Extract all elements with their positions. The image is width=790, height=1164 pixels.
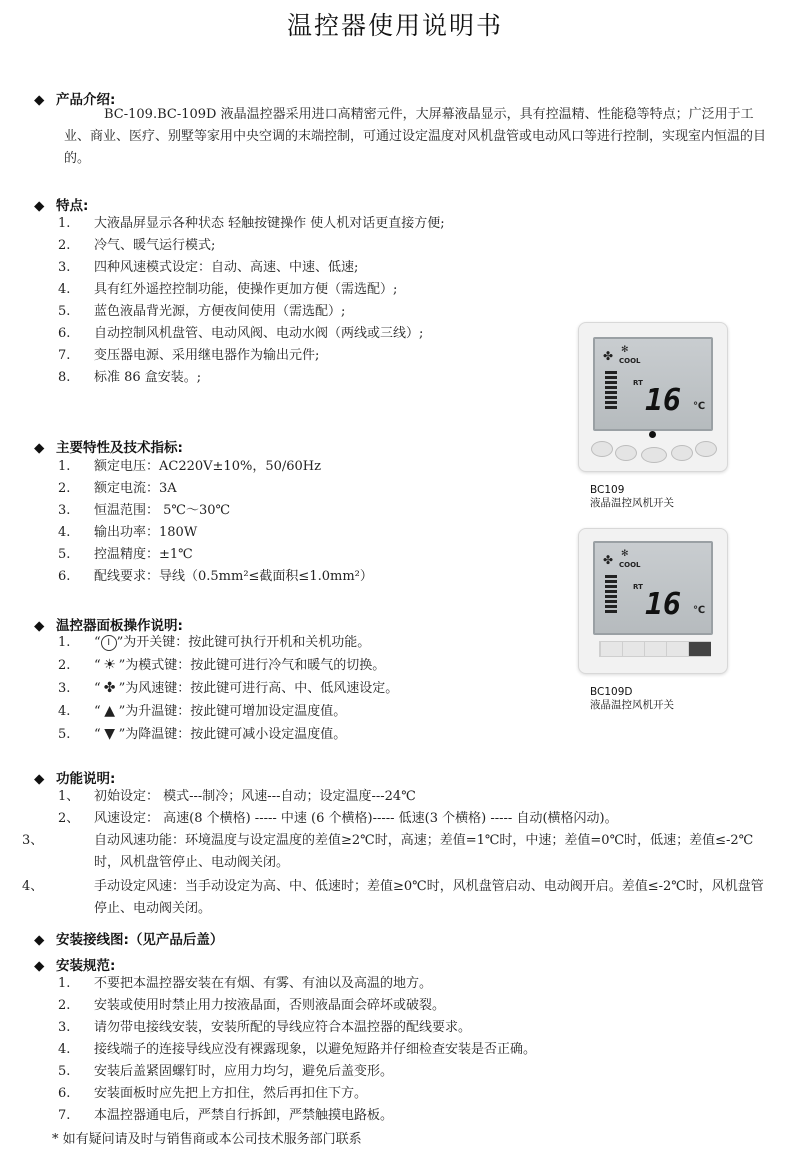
panel-button [644,642,667,656]
unit-label: ℃ [693,401,706,412]
ir-sensor [649,431,656,438]
rt-label: RT [633,583,643,591]
sun-icon: ☀ [103,657,116,673]
panel-button [622,642,645,656]
specs-list [58,456,373,588]
power-icon: I [101,635,117,651]
thermostat-image-bc109 [578,322,728,472]
mode-label: COOL [619,357,641,365]
diamond-bullet-icon: ◆ [34,771,45,787]
snowflake-icon: ✻ [621,549,629,559]
section-features-heading: ◆ 特点: [34,198,89,214]
panel-button [695,441,717,457]
list-item: 1. 额定电压：AC220V±10%，50/60Hz [58,459,321,474]
footnote: * 如有疑问请及时与销售商或本公司技术服务部门联系 [52,1132,362,1147]
list-item: 4. 具有红外遥控控制功能，使操作更加方便（需选配）; [58,282,398,297]
diamond-bullet-icon: ◆ [34,198,45,214]
list-item: 8. 标准 86 盒安装。; [58,370,202,385]
device-caption: BC109D 液晶温控风机开关 [590,686,674,711]
fan-icon: ✤ [603,349,614,363]
up-arrow-icon: ▲ [104,703,116,719]
list-item: 7. 变压器电源、采用继电器作为输出元件; [58,348,320,363]
list-item: 2. 冷气、暖气运行模式; [58,238,216,253]
section-panel-heading: ◆ 温控器面板操作说明: [34,618,183,634]
fan-speed-bars [605,573,617,615]
unit-label: ℃ [693,605,706,616]
section-wiring-heading: ◆ 安装接线图:（见产品后盖） [34,932,224,948]
list-item: 4. “ ▲ ”为升温键：按此键可增加设定温度值。 [58,700,398,723]
lcd-screen [593,337,713,431]
panel-button [641,447,667,463]
panel-button [666,642,689,656]
list-item: 1. 不要把本温控器安装在有烟、有雾、有油以及高温的地方。 [58,976,433,991]
list-item: 6. 自动控制风机盘管、电动风阀、电动水阀（两线或三线）; [58,326,424,341]
list-item: 6. 安装面板时应先把上方扣住，然后再扣住下方。 [58,1086,368,1101]
button-strip [599,641,711,657]
list-item: 3. 请勿带电接线安装，安装所配的导线应符合本温控器的配线要求。 [58,1020,472,1035]
list-item: 5. 控温精度：±1℃ [58,547,193,562]
thermostat-image-bc109d [578,528,728,674]
list-item: 1. “ I ”为开关键：按此键可执行开机和关机功能。 [58,635,371,650]
list-item: 2. 额定电流：3A [58,481,177,496]
list-item: 2. 安装或使用时禁止用力按液晶面，否则液晶面会碎坏或破裂。 [58,998,446,1013]
mode-label: COOL [619,561,641,569]
section-specs-heading: ◆ 主要特性及技术指标: [34,440,183,456]
list-item: 3. “ ✤ ”为风速键：按此键可进行高、中、低风速设定。 [58,677,398,700]
down-arrow-icon: ▼ [104,726,116,742]
page-title: 温控器使用说明书 [286,11,503,40]
rt-label: RT [633,379,643,387]
list-item: 6. 配线要求：导线（0.5mm²≤截面积≤1.0mm²） [58,569,373,584]
list-item: 4. 输出功率：180W [58,525,198,540]
list-item: 3. 四种风速模式设定：自动、高速、中速、低速; [58,260,359,275]
intro-paragraph: BC-109.BC-109D 液晶温控器采用进口高精密元件，大屏幕液晶显示，具有控温精、性能稳等特点；广泛用于工业、商业、医疗、别墅等家用中央空调的末端控制，可通过设定温度对风机盘管或电动风口等进行控制，实现室内恒温的目的。 [64,107,767,166]
list-item: 3. 恒温范围： 5℃～30℃ [58,503,231,518]
section-intro-heading: ◆ 产品介绍: [34,92,116,108]
list-item: 1. 大液晶屏显示各种状态 轻触按键操作 使人机对话更直接方便; [58,216,445,231]
list-item: 5. 蓝色液晶背光源，方便夜间使用（需选配）; [58,304,346,319]
snowflake-icon: ✻ [621,345,629,355]
panel-button [671,445,693,461]
list-item: 2、 风速设定： 高速(8 个横格) ----- 中速 (6 个横格)----- 低速(3 个横格) ----- 自动(横格闪动)。 [58,811,618,826]
diamond-bullet-icon: ◆ [34,618,45,634]
list-item: 3、 自动风速功能：环境温度与设定温度的差值≥2℃时，高速；差值=1℃时，中速；差值=0℃时，低速；差值≤-2℃时，风机盘管停止、电动阀关闭。 [22,833,754,870]
panel-list [58,632,398,746]
section-install-heading: ◆ 安装规范: [34,958,116,974]
device-caption: BC109 液晶温控风机开关 [590,484,674,509]
panel-button [591,441,613,457]
section-functions-heading: ◆ 功能说明: [34,771,116,787]
list-item: 1、 初始设定： 模式---制冷；风速---自动；设定温度---24℃ [58,789,416,804]
panel-button [600,642,623,656]
list-item: 4. 接线端子的连接导线应没有裸露现象，以避免短路并仔细检查安装是否正确。 [58,1042,537,1057]
diamond-bullet-icon: ◆ [34,958,45,974]
diamond-bullet-icon: ◆ [34,92,45,108]
install-list [58,973,536,1127]
diamond-bullet-icon: ◆ [34,440,45,456]
temperature-readout: 16 [645,383,682,418]
features-list [58,213,445,389]
list-item: 2. “ ☀ ”为模式键：按此键可进行冷气和暖气的切换。 [58,654,398,677]
list-item: 4、 手动设定风速：当手动设定为高、中、低速时；差值≥0℃时，风机盘管启动、电动阀开启。差值≤-2℃时，风机盘管停止、电动阀关闭。 [22,879,764,916]
panel-button [615,445,637,461]
temperature-readout: 16 [645,587,682,622]
list-item: 7. 本温控器通电后，严禁自行拆卸，严禁触摸电路板。 [58,1108,394,1123]
lcd-screen [593,541,713,635]
panel-button [688,642,711,656]
functions-list [22,786,770,920]
fan-icon: ✤ [103,680,116,696]
list-item: 5. 安装后盖紧固螺钉时，应用力均匀，避免后盖变形。 [58,1064,394,1079]
diamond-bullet-icon: ◆ [34,932,45,948]
fan-speed-bars [605,369,617,411]
fan-icon: ✤ [603,553,614,567]
list-item: 5. “ ▼ ”为降温键：按此键可减小设定温度值。 [58,723,398,746]
